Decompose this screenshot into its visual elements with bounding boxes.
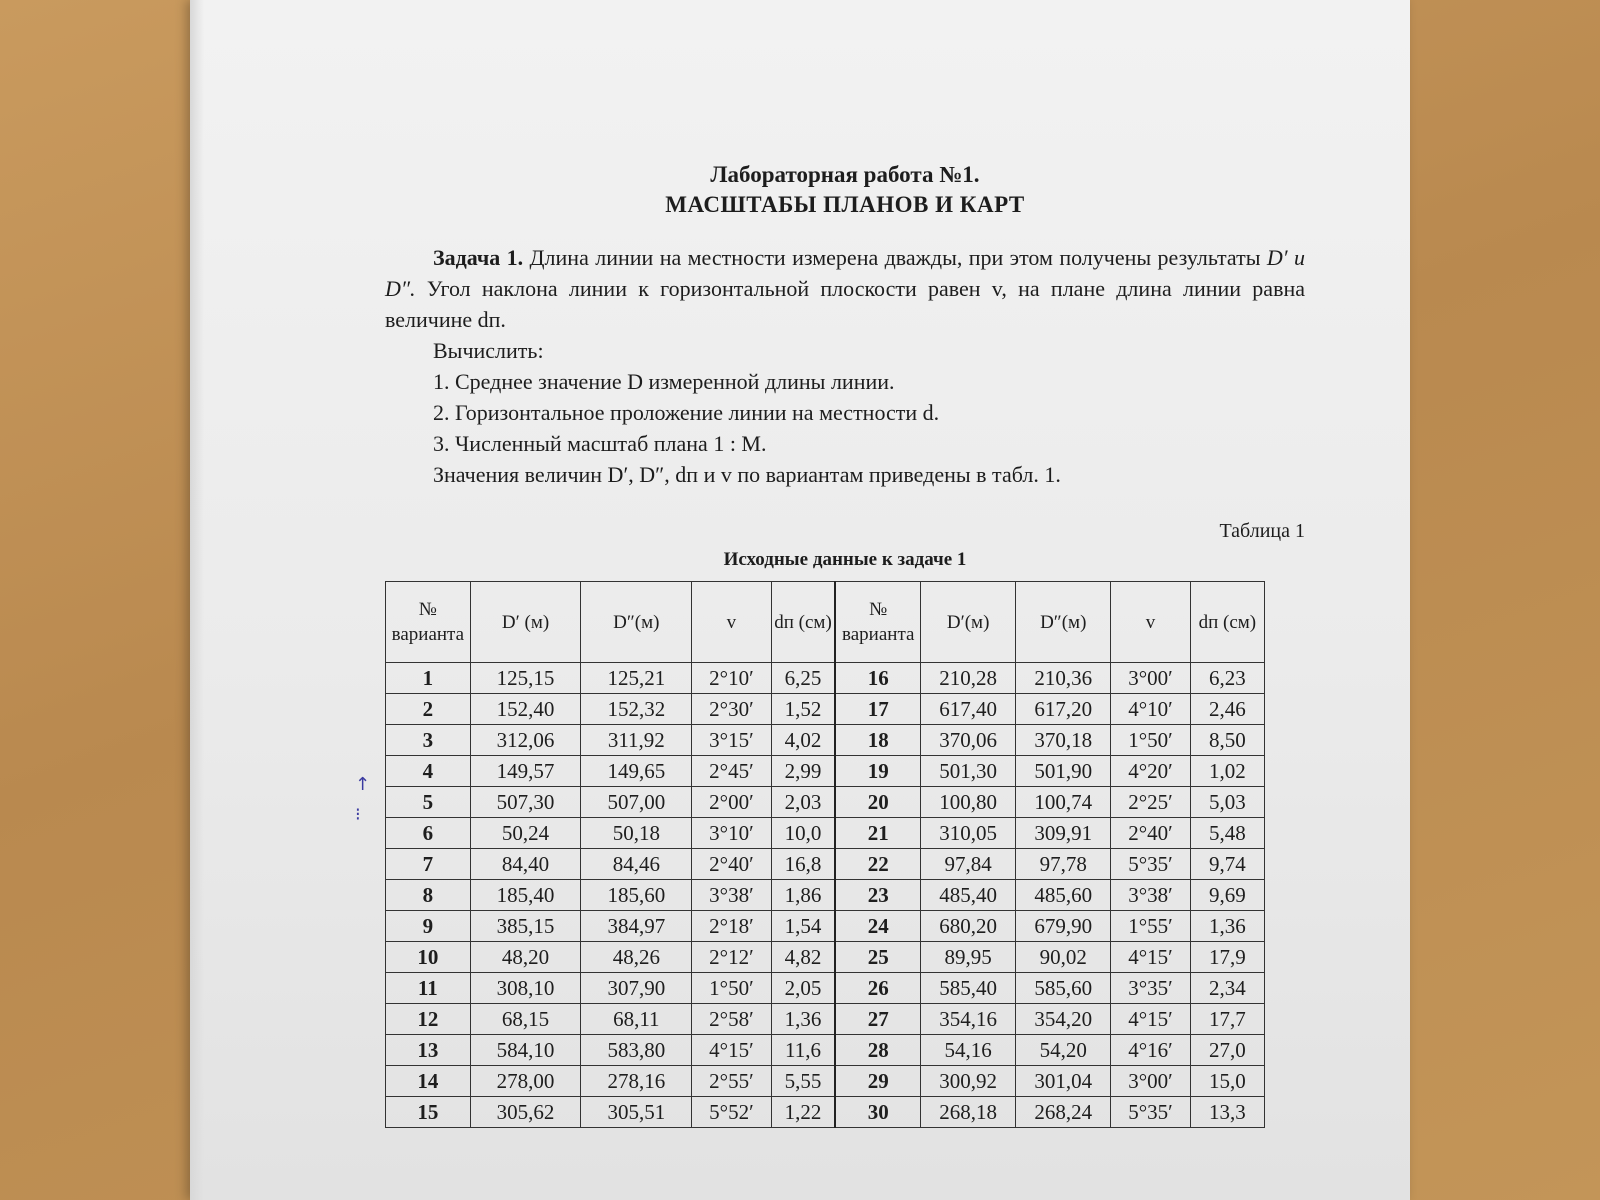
cell-d1-left: 84,40 — [470, 849, 581, 880]
cell-dp-left: 2,05 — [771, 973, 835, 1004]
values-line: Значения величин D′, D″, dп и v по вариантам приведены в табл. 1. — [433, 462, 1061, 487]
cell-d2-right: 210,36 — [1016, 663, 1111, 694]
header-d2-left: D″(м) — [581, 582, 692, 663]
table-row — [386, 1097, 1265, 1128]
cell-d1-left: 278,00 — [470, 1066, 581, 1097]
cell-angle-left: 5°52′ — [692, 1097, 771, 1128]
cell-variant-right: 20 — [835, 787, 920, 818]
cell-d2-left: 50,18 — [581, 818, 692, 849]
cell-d1-right: 617,40 — [921, 694, 1016, 725]
cell-angle-left: 2°18′ — [692, 911, 771, 942]
cell-angle-right: 1°55′ — [1111, 911, 1190, 942]
cell-variant-right: 17 — [835, 694, 920, 725]
cell-d1-right: 501,30 — [921, 756, 1016, 787]
cell-d1-right: 268,18 — [921, 1097, 1016, 1128]
cell-angle-right: 4°15′ — [1111, 1004, 1190, 1035]
cell-angle-left: 3°10′ — [692, 818, 771, 849]
table-row — [386, 756, 1265, 787]
document-content — [385, 160, 1305, 1128]
task-text-1: Длина линии на местности измерена дважды, при этом получены результаты — [529, 245, 1261, 270]
header-d2-right: D″(м) — [1016, 582, 1111, 663]
cell-d1-right: 100,80 — [921, 787, 1016, 818]
cell-dp-right: 2,46 — [1190, 694, 1264, 725]
cell-d1-left: 152,40 — [470, 694, 581, 725]
cell-angle-right: 5°35′ — [1111, 849, 1190, 880]
pen-mark-dot: ⁝ — [355, 804, 361, 825]
task-text-2: D′ и D″. — [385, 245, 1305, 301]
table-row — [386, 849, 1265, 880]
cell-dp-right: 9,69 — [1190, 880, 1264, 911]
cell-angle-right: 1°50′ — [1111, 725, 1190, 756]
cell-d2-left: 583,80 — [581, 1035, 692, 1066]
cell-dp-left: 16,8 — [771, 849, 835, 880]
cell-angle-right: 3°35′ — [1111, 973, 1190, 1004]
cell-dp-left: 1,54 — [771, 911, 835, 942]
cell-angle-left: 2°45′ — [692, 756, 771, 787]
cell-dp-right: 17,7 — [1190, 1004, 1264, 1035]
step-2: 2. Горизонтальное проложение линии на местности d. — [433, 400, 940, 425]
table-number: Таблица 1 — [1219, 520, 1305, 542]
table-row — [386, 725, 1265, 756]
cell-d1-left: 125,15 — [470, 663, 581, 694]
cell-d1-right: 680,20 — [921, 911, 1016, 942]
cell-dp-right: 13,3 — [1190, 1097, 1264, 1128]
cell-dp-left: 1,86 — [771, 880, 835, 911]
cell-d2-left: 152,32 — [581, 694, 692, 725]
cell-variant-right: 18 — [835, 725, 920, 756]
cell-d1-right: 354,16 — [921, 1004, 1016, 1035]
cell-d2-left: 48,26 — [581, 942, 692, 973]
cell-variant-left: 14 — [386, 1066, 471, 1097]
cell-angle-left: 2°00′ — [692, 787, 771, 818]
cell-variant-right: 23 — [835, 880, 920, 911]
header-angle-right: v — [1111, 582, 1190, 663]
cell-variant-right: 19 — [835, 756, 920, 787]
cell-d2-left: 68,11 — [581, 1004, 692, 1035]
cell-angle-right: 2°25′ — [1111, 787, 1190, 818]
cell-dp-left: 10,0 — [771, 818, 835, 849]
cell-variant-right: 16 — [835, 663, 920, 694]
cell-variant-left: 12 — [386, 1004, 471, 1035]
cell-d1-left: 68,15 — [470, 1004, 581, 1035]
cell-variant-left: 9 — [386, 911, 471, 942]
cell-variant-left: 3 — [386, 725, 471, 756]
cell-d2-left: 278,16 — [581, 1066, 692, 1097]
cell-variant-left: 7 — [386, 849, 471, 880]
cell-angle-right: 2°40′ — [1111, 818, 1190, 849]
cell-d2-right: 617,20 — [1016, 694, 1111, 725]
cell-angle-left: 2°55′ — [692, 1066, 771, 1097]
cell-dp-left: 1,52 — [771, 694, 835, 725]
cell-d2-left: 149,65 — [581, 756, 692, 787]
cell-d2-right: 90,02 — [1016, 942, 1111, 973]
cell-dp-left: 4,82 — [771, 942, 835, 973]
cell-d2-right: 585,60 — [1016, 973, 1111, 1004]
cell-dp-left: 1,22 — [771, 1097, 835, 1128]
cell-dp-left: 1,36 — [771, 1004, 835, 1035]
cell-d2-left: 311,92 — [581, 725, 692, 756]
cell-variant-right: 28 — [835, 1035, 920, 1066]
cell-angle-left: 3°38′ — [692, 880, 771, 911]
cell-d2-right: 100,74 — [1016, 787, 1111, 818]
cell-d2-right: 268,24 — [1016, 1097, 1111, 1128]
cell-dp-right: 17,9 — [1190, 942, 1264, 973]
cell-variant-left: 6 — [386, 818, 471, 849]
step-3: 3. Численный масштаб плана 1 : М. — [433, 431, 767, 456]
cell-angle-right: 3°00′ — [1111, 1066, 1190, 1097]
lab-title: Лабораторная работа №1. — [710, 162, 980, 187]
cell-dp-left: 4,02 — [771, 725, 835, 756]
cell-d1-right: 585,40 — [921, 973, 1016, 1004]
header-d1-right: D′(м) — [921, 582, 1016, 663]
cell-variant-left: 5 — [386, 787, 471, 818]
cell-d2-right: 485,60 — [1016, 880, 1111, 911]
cell-angle-left: 4°15′ — [692, 1035, 771, 1066]
cell-d1-left: 308,10 — [470, 973, 581, 1004]
cell-angle-left: 2°30′ — [692, 694, 771, 725]
table-row — [386, 1035, 1265, 1066]
header-dp-right: dп (см) — [1190, 582, 1264, 663]
paper-sheet — [190, 0, 1410, 1200]
table-title: Исходные данные к задаче 1 — [723, 549, 967, 570]
cell-variant-left: 10 — [386, 942, 471, 973]
table-row — [386, 911, 1265, 942]
task-paragraph — [385, 242, 1305, 335]
table-row — [386, 787, 1265, 818]
table-header-row — [386, 582, 1265, 663]
cell-d1-right: 370,06 — [921, 725, 1016, 756]
compute-label: Вычислить: — [433, 338, 544, 363]
table-row — [386, 694, 1265, 725]
cell-d1-right: 210,28 — [921, 663, 1016, 694]
cell-dp-right: 8,50 — [1190, 725, 1264, 756]
cell-d2-left: 305,51 — [581, 1097, 692, 1128]
cell-d2-right: 501,90 — [1016, 756, 1111, 787]
cell-d1-left: 312,06 — [470, 725, 581, 756]
cell-d2-right: 97,78 — [1016, 849, 1111, 880]
pen-mark-arrow: ↑ — [355, 774, 371, 795]
cell-d2-left: 507,00 — [581, 787, 692, 818]
lab-subtitle: МАСШТАБЫ ПЛАНОВ И КАРТ — [665, 192, 1025, 217]
cell-variant-right: 30 — [835, 1097, 920, 1128]
table-row — [386, 818, 1265, 849]
cell-dp-right: 15,0 — [1190, 1066, 1264, 1097]
cell-variant-right: 27 — [835, 1004, 920, 1035]
cell-d1-left: 584,10 — [470, 1035, 581, 1066]
pen-marks — [355, 770, 370, 830]
cell-dp-left: 2,03 — [771, 787, 835, 818]
cell-d1-left: 185,40 — [470, 880, 581, 911]
cell-angle-right: 5°35′ — [1111, 1097, 1190, 1128]
cell-angle-left: 3°15′ — [692, 725, 771, 756]
cell-d1-left: 50,24 — [470, 818, 581, 849]
cell-d2-right: 370,18 — [1016, 725, 1111, 756]
cell-variant-right: 24 — [835, 911, 920, 942]
cell-variant-right: 26 — [835, 973, 920, 1004]
cell-d1-left: 305,62 — [470, 1097, 581, 1128]
cell-variant-left: 13 — [386, 1035, 471, 1066]
table-row — [386, 973, 1265, 1004]
header-d1-left: D′ (м) — [470, 582, 581, 663]
cell-d2-right: 679,90 — [1016, 911, 1111, 942]
cell-dp-right: 2,34 — [1190, 973, 1264, 1004]
table-row — [386, 1066, 1265, 1097]
table-row — [386, 942, 1265, 973]
cell-d2-right: 309,91 — [1016, 818, 1111, 849]
cell-variant-left: 1 — [386, 663, 471, 694]
cell-dp-left: 5,55 — [771, 1066, 835, 1097]
cell-dp-right: 9,74 — [1190, 849, 1264, 880]
cell-d2-left: 84,46 — [581, 849, 692, 880]
cell-angle-right: 4°10′ — [1111, 694, 1190, 725]
table-row — [386, 663, 1265, 694]
table-row — [386, 1004, 1265, 1035]
cell-angle-right: 4°20′ — [1111, 756, 1190, 787]
cell-angle-right: 4°16′ — [1111, 1035, 1190, 1066]
cell-dp-right: 1,36 — [1190, 911, 1264, 942]
cell-d2-left: 185,60 — [581, 880, 692, 911]
cell-dp-right: 1,02 — [1190, 756, 1264, 787]
cell-angle-left: 2°40′ — [692, 849, 771, 880]
cell-d1-left: 48,20 — [470, 942, 581, 973]
paper-fold-shadow — [190, 0, 204, 1200]
cell-d2-left: 125,21 — [581, 663, 692, 694]
cell-dp-right: 27,0 — [1190, 1035, 1264, 1066]
task-text-3: Угол наклона линии к горизонтальной плоскости равен v, на плане длина линии равна величине dп. — [385, 276, 1306, 332]
cell-angle-right: 3°38′ — [1111, 880, 1190, 911]
cell-angle-left: 2°10′ — [692, 663, 771, 694]
header-variant-right: № варианта — [835, 582, 920, 663]
cell-dp-right: 6,23 — [1190, 663, 1264, 694]
header-angle-left: v — [692, 582, 771, 663]
cell-variant-left: 11 — [386, 973, 471, 1004]
cell-variant-right: 21 — [835, 818, 920, 849]
cell-variant-right: 29 — [835, 1066, 920, 1097]
cell-dp-left: 11,6 — [771, 1035, 835, 1066]
cell-variant-left: 15 — [386, 1097, 471, 1128]
cell-d2-right: 301,04 — [1016, 1066, 1111, 1097]
task-label: Задача 1. — [433, 245, 524, 270]
cell-d1-left: 385,15 — [470, 911, 581, 942]
header-variant-left: № варианта — [386, 582, 471, 663]
cell-d2-right: 54,20 — [1016, 1035, 1111, 1066]
cell-d1-left: 149,57 — [470, 756, 581, 787]
cell-d2-right: 354,20 — [1016, 1004, 1111, 1035]
cell-angle-left: 1°50′ — [692, 973, 771, 1004]
header-dp-left: dп (см) — [771, 582, 835, 663]
table-row — [386, 880, 1265, 911]
cell-d1-right: 97,84 — [921, 849, 1016, 880]
cell-d1-right: 89,95 — [921, 942, 1016, 973]
cell-variant-right: 25 — [835, 942, 920, 973]
cell-dp-right: 5,03 — [1190, 787, 1264, 818]
cell-d1-right: 310,05 — [921, 818, 1016, 849]
cell-angle-left: 2°12′ — [692, 942, 771, 973]
table-body — [386, 663, 1265, 1128]
data-table — [385, 581, 1265, 1128]
cell-d2-left: 307,90 — [581, 973, 692, 1004]
cell-variant-left: 2 — [386, 694, 471, 725]
cell-dp-left: 6,25 — [771, 663, 835, 694]
cell-d1-right: 300,92 — [921, 1066, 1016, 1097]
cell-variant-left: 8 — [386, 880, 471, 911]
cell-variant-left: 4 — [386, 756, 471, 787]
cell-d2-left: 384,97 — [581, 911, 692, 942]
cell-d1-right: 485,40 — [921, 880, 1016, 911]
cell-angle-left: 2°58′ — [692, 1004, 771, 1035]
cell-angle-right: 4°15′ — [1111, 942, 1190, 973]
cell-d1-right: 54,16 — [921, 1035, 1016, 1066]
cell-angle-right: 3°00′ — [1111, 663, 1190, 694]
cell-dp-right: 5,48 — [1190, 818, 1264, 849]
cell-variant-right: 22 — [835, 849, 920, 880]
cell-dp-left: 2,99 — [771, 756, 835, 787]
step-1: 1. Среднее значение D измеренной длины линии. — [433, 369, 895, 394]
cell-d1-left: 507,30 — [470, 787, 581, 818]
